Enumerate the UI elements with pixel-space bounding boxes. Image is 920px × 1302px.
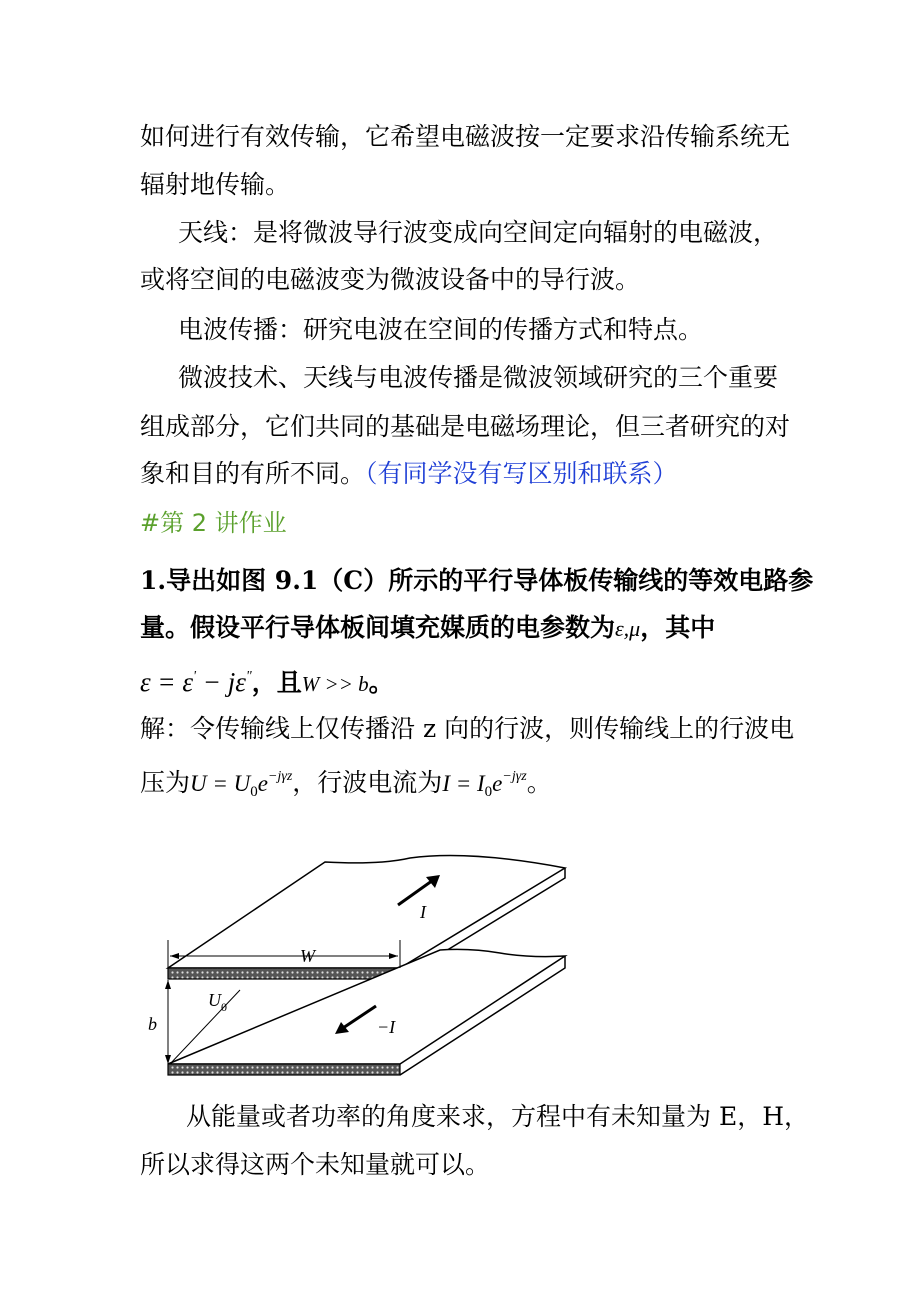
solution-line — [140, 757, 552, 812]
permittivity-eq-part: − jε — [196, 667, 246, 697]
prime-mark: ' — [193, 669, 196, 684]
label-u: U — [208, 990, 221, 1010]
top-plate-edge — [168, 968, 400, 979]
voltage-eq-part: e — [257, 771, 268, 796]
solution-text: 压为 — [140, 768, 191, 797]
current-exponent: −jγz — [502, 769, 527, 784]
closing-line: 所以求得这两个未知量就可以。 — [140, 1150, 491, 1179]
paragraph-line: 如何进行有效传输，它希望电磁波按一定要求沿传输系统无 — [140, 122, 791, 151]
permittivity-eq-part: ε = ε — [140, 667, 193, 697]
teacher-comment: （有同学没有写区别和联系） — [365, 459, 678, 488]
label-b: b — [148, 1014, 157, 1034]
paragraph-line: 辐射地传输。 — [140, 170, 291, 199]
voltage-exponent: −jγz — [267, 769, 293, 784]
paragraph-line: 电波传播：研究电波在空间的传播方式和特点。 — [178, 315, 704, 344]
label-u0 — [208, 990, 227, 1014]
paragraph-line: 天线：是将微波导行波变成向空间定向辐射的电磁波， — [178, 218, 779, 247]
problem-line: 1.导出如图 9.1（C）所示的平行导体板传输线的等效电路参 — [140, 566, 814, 595]
label-u-subscript: 0 — [221, 1000, 227, 1014]
paragraph-line: 组成部分，它们共同的基础是电磁场理论，但三者研究的对 — [140, 412, 791, 441]
current-eq-part: e — [492, 771, 503, 796]
voltage-expression — [190, 769, 293, 800]
label-i: I — [420, 902, 426, 922]
label-minus-i: −I — [377, 1017, 396, 1037]
permittivity-equation — [140, 667, 252, 697]
condition-expression: W >> b — [301, 672, 369, 696]
problem-line — [140, 608, 715, 649]
current-expression — [442, 769, 527, 800]
paragraph-line — [140, 454, 678, 494]
problem-text: ，其中 — [640, 613, 716, 642]
problem-text: 量。假设平行导体板间填充媒质的电参数为 — [140, 613, 616, 642]
current-eq-part: I = I — [442, 771, 485, 796]
problem-line — [140, 657, 394, 704]
current-subscript: 0 — [484, 784, 493, 800]
section-heading: #第 2 讲作业 — [140, 509, 287, 537]
problem-text: 。 — [368, 668, 394, 697]
paragraph-line: 微波技术、天线与电波传播是微波领域研究的三个重要 — [178, 363, 779, 392]
voltage-subscript: 0 — [250, 784, 258, 800]
problem-text: ，且 — [251, 668, 302, 697]
bottom-plate-edge — [168, 1064, 400, 1075]
voltage-eq-part: U = U — [190, 771, 251, 796]
parallel-plate-figure — [140, 840, 580, 1085]
label-w: W — [300, 946, 315, 966]
solution-text: ，行波电流为 — [292, 768, 443, 797]
solution-text: 。 — [526, 768, 552, 797]
paragraph-text: 象和目的有所不同。 — [140, 459, 366, 488]
solution-line: 解：令传输线上仅传播沿 z 向的行波，则传输线上的行波电 — [140, 714, 795, 743]
top-plate-surface — [168, 856, 565, 968]
double-prime-mark: " — [245, 669, 252, 684]
paragraph-line: 或将空间的电磁波变为微波设备中的导行波。 — [140, 265, 641, 294]
closing-line: 从能量或者功率的角度来求，方程中有未知量为 E，H， — [186, 1102, 810, 1131]
epsilon-mu-symbol: ε,μ — [615, 616, 641, 641]
